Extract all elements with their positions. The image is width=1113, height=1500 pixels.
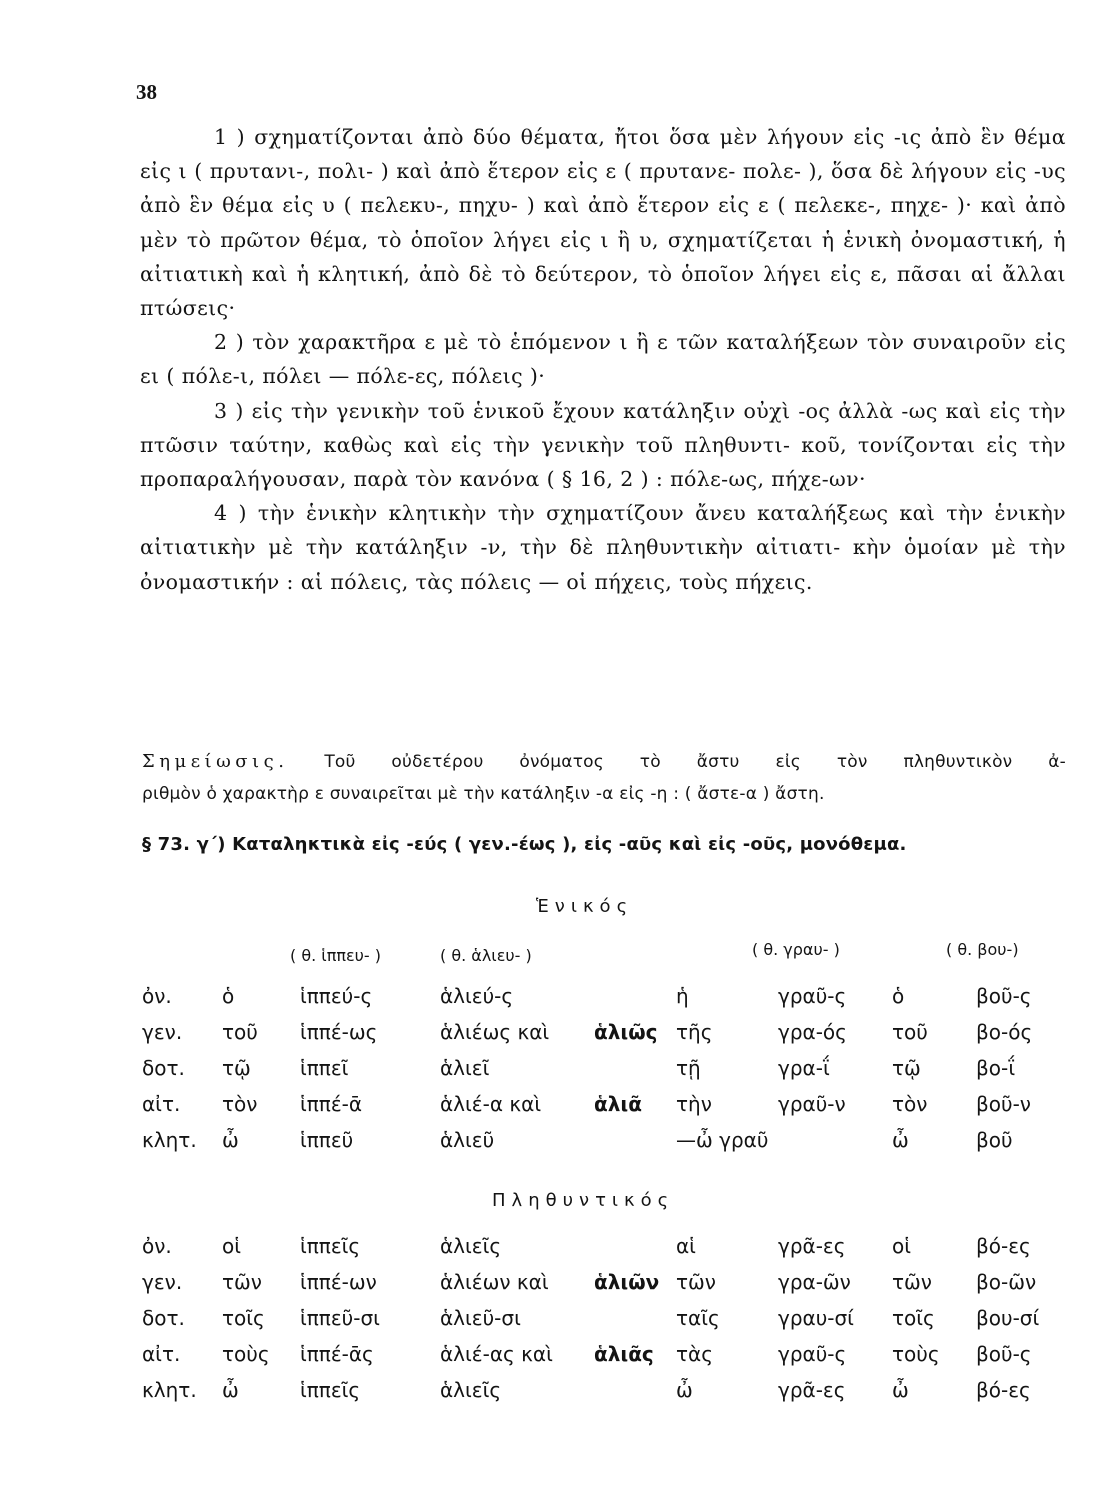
singular-rows-article: τῷ <box>222 1056 251 1080</box>
singular-rows-halieus-form: ἁλιεύ-ς <box>440 984 514 1008</box>
page-number: 38 <box>136 80 157 104</box>
singular-rows-hippeus-form: ἱππεῦ <box>300 1128 354 1152</box>
note-line-2: ριθμὸν ὁ χαρακτὴρ ε συναιρεῖται μὲ τὴν κατάληξιν -α εἰς -η : ( ἄστε-α ) ἄστη. <box>142 784 825 804</box>
note <box>142 746 1066 810</box>
paragraph-2: 2 ) τὸν χαρακτῆρα ε μὲ τὸ ἑπόμενον ι ἢ ε τῶν καταλήξεων τὸν συναιροῦν εἰς ει ( πόλε-ι, πόλει — πόλε-ες, πόλεις )· <box>140 330 1066 389</box>
singular-rows-halieus-alt-form: ἁλιᾶ <box>594 1092 642 1116</box>
plural-rows-article-fem: τὰς <box>676 1342 713 1366</box>
singular-rows-case-label: κλητ. <box>142 1128 197 1152</box>
plural-rows-halieus-form: ἁλιεῖς <box>440 1378 502 1402</box>
plural-rows-hippeus-form: ἱππεῦ-σι <box>300 1306 380 1330</box>
paragraph-4: 4 ) τὴν ἑνικὴν κλητικὴν τὴν σχηματίζουν ἄνευ καταλήξεως καὶ τὴν ἑνικὴν αἰτιατικὴν μὲ τὴν κατάληξιν -ν, τὴν δὲ πληθυντικὴν αἰτιατι- κὴν ὁμοίαν μὲ τὴν ὀνομαστικήν : αἱ πόλεις, τὰς πόλεις — οἱ πήχεις, τοὺς πήχεις. <box>140 501 1066 594</box>
plural-rows-article-2: οἱ <box>892 1234 912 1258</box>
plural-rows-bous-form: βου-σί <box>976 1306 1040 1330</box>
paragraph-1: 1 ) σχηματίζονται ἀπὸ δύο θέματα, ἤτοι ὅσα μὲν λήγουν εἰς -ις ἀπὸ ἓν θέμα εἰς ι ( πρυτανι-, πολι- ) καὶ ἀπὸ ἕτερον εἰς ε ( πρυτανε- πολε- ), ὅσα δὲ λήγουν εἰς -υς ἀπὸ ἓν θέμα εἰς υ ( πελεκυ-, πηχυ- ) καὶ ἀπὸ ἕτερον εἰς ε ( πελεκε-, πηχε- )· καὶ ἀπὸ μὲν τὸ πρῶτον θέμα, τὸ ὁποῖον λήγει εἰς ι ἢ υ, σχηματίζεται ἡ ἑνικὴ ὀνομαστική, ἡ αἰτιατικὴ καὶ ἡ κλητική, ἀπὸ δὲ τὸ δεύτερον, τὸ ὁποῖον λήγει εἰς ε, πᾶσαι αἱ ἄλλαι πτώσεις· <box>140 125 1066 321</box>
paragraph-3: 3 ) εἰς τὴν γενικὴν τοῦ ἑνικοῦ ἔχουν κατάληξιν οὐχὶ -ος ἀλλὰ -ως καὶ εἰς τὴν πτῶσιν ταύτην, καθὼς καὶ εἰς τὴν γενικὴν τοῦ πληθυντι- κοῦ, τονίζονται εἰς τὴν προπαραλήγουσαν, παρὰ τὸν κανόνα ( § 16, 2 ) : πόλε-ως, πήχε-ων· <box>140 398 1066 492</box>
plural-rows-hippeus-form: ἱππέ-ων <box>300 1270 377 1294</box>
plural-rows-halieus-alt-form: ἁλιᾶς <box>594 1342 654 1366</box>
singular-rows-bous-form: βο-ΐ <box>976 1056 1015 1080</box>
singular-title: Ἑνικός <box>536 896 634 917</box>
singular-rows-graus-form: γραῦ-ν <box>778 1092 846 1116</box>
singular-rows-article: ὁ <box>222 984 235 1008</box>
plural-rows-article: τοῖς <box>222 1306 265 1330</box>
plural-rows-article: ὦ <box>222 1378 239 1402</box>
singular-rows-article-fem: ἡ <box>676 984 689 1008</box>
plural-rows-article-fem: αἱ <box>676 1234 696 1258</box>
plural-rows-case-label: γεν. <box>142 1270 183 1294</box>
singular-rows-article-2: τῷ <box>892 1056 921 1080</box>
plural-rows-halieus-form: ἁλιεῖς <box>440 1234 502 1258</box>
plural-rows-article: τοὺς <box>222 1342 270 1366</box>
singular-rows-bous-form: βοῦ-ν <box>976 1092 1031 1116</box>
note-line-1 <box>142 746 1066 778</box>
singular-rows-halieus-form: ἁλιεῦ <box>440 1128 495 1152</box>
singular-rows-bous-form: βοῦ-ς <box>976 984 1032 1008</box>
singular-rows-hippeus-form: ἱππεύ-ς <box>300 984 373 1008</box>
singular-rows-graus-form: ὦ γραῦ <box>696 1128 769 1152</box>
singular-rows-article-fem: τῆς <box>676 1020 713 1044</box>
plural-rows-article: τῶν <box>222 1270 262 1294</box>
plural-rows-case-label: δοτ. <box>142 1306 185 1330</box>
plural-rows-article-fem: ὦ <box>676 1378 693 1402</box>
plural-rows-graus-form: γρα-ῶν <box>778 1270 851 1294</box>
singular-rows-case-label: δοτ. <box>142 1056 185 1080</box>
singular-rows-article: τὸν <box>222 1092 258 1116</box>
plural-rows-article-2: τοῖς <box>892 1306 935 1330</box>
plural-rows-graus-form: γραυ-σί <box>778 1306 854 1330</box>
plural-rows-hippeus-form: ἱππέ-ᾱς <box>300 1342 374 1366</box>
singular-rows-case-label: ὀν. <box>142 984 172 1008</box>
plural-rows-article-2: τῶν <box>892 1270 932 1294</box>
singular-rows-bous-form: βοῦ <box>976 1128 1013 1152</box>
plural-rows-article: οἱ <box>222 1234 242 1258</box>
stem-grau: ( θ. γραυ- ) <box>752 940 840 959</box>
plural-rows-article-fem: τῶν <box>676 1270 716 1294</box>
plural-rows-bous-form: βο-ῶν <box>976 1270 1037 1294</box>
singular-rows-article-fem: — <box>676 1128 696 1152</box>
singular-rows-graus-form: γρα-ός <box>778 1020 847 1044</box>
plural-rows-article-2: τοὺς <box>892 1342 940 1366</box>
plural-rows-bous-form: βό-ες <box>976 1378 1031 1402</box>
singular-rows-case-label: γεν. <box>142 1020 183 1044</box>
singular-rows-article-fem: τὴν <box>676 1092 712 1116</box>
plural-rows-graus-form: γραῦ-ς <box>778 1342 847 1366</box>
plural-rows-case-label: αἰτ. <box>142 1342 181 1366</box>
plural-rows-graus-form: γρᾶ-ες <box>778 1378 846 1402</box>
singular-rows-article-fem: τῇ <box>676 1056 701 1080</box>
singular-rows-graus-form: γρα-ΐ <box>778 1056 830 1080</box>
stem-hippeu: ( θ. ἱππευ- ) <box>290 946 381 965</box>
singular-rows-halieus-form: ἁλιεῖ <box>440 1056 490 1080</box>
stem-halieu: ( θ. ἁλιευ- ) <box>440 946 532 965</box>
plural-rows-halieus-form: ἁλιέων καὶ <box>440 1270 549 1294</box>
singular-rows-article: τοῦ <box>222 1020 258 1044</box>
singular-rows-article-2: ὁ <box>892 984 905 1008</box>
singular-rows-hippeus-form: ἱππέ-ως <box>300 1020 378 1044</box>
singular-rows-graus-form: γραῦ-ς <box>778 984 847 1008</box>
note-text-1: Τοῦ οὐδετέρου ὀνόματος τὸ ἄστυ εἰς τὸν πληθυντικὸν ἀ- <box>324 752 1066 772</box>
note-label: Σημείωσις. <box>142 751 289 772</box>
singular-rows-bous-form: βο-ός <box>976 1020 1033 1044</box>
singular-rows-halieus-form: ἁλιέως καὶ <box>440 1020 550 1044</box>
singular-rows-article-2: ὦ <box>892 1128 909 1152</box>
stem-bou: ( θ. βου-) <box>946 940 1019 959</box>
plural-rows-bous-form: βοῦ-ς <box>976 1342 1032 1366</box>
plural-rows-bous-form: βό-ες <box>976 1234 1031 1258</box>
plural-title: Πληθυντικός <box>492 1190 675 1211</box>
singular-rows-hippeus-form: ἱππεῖ <box>300 1056 349 1080</box>
plural-rows-article-fem: ταῖς <box>676 1306 720 1330</box>
singular-rows-article-2: τοῦ <box>892 1020 928 1044</box>
singular-rows-article-2: τὸν <box>892 1092 928 1116</box>
singular-rows-halieus-form: ἁλιέ-α καὶ <box>440 1092 542 1116</box>
singular-rows-halieus-alt-form: ἁλιῶς <box>594 1020 658 1044</box>
plural-rows-halieus-form: ἁλιέ-ας καὶ <box>440 1342 553 1366</box>
plural-rows-halieus-alt-form: ἁλιῶν <box>594 1270 660 1294</box>
plural-rows-graus-form: γρᾶ-ες <box>778 1234 846 1258</box>
plural-rows-case-label: ὀν. <box>142 1234 172 1258</box>
singular-rows-article: ὦ <box>222 1128 239 1152</box>
plural-rows-hippeus-form: ἱππεῖς <box>300 1234 361 1258</box>
plural-rows-halieus-form: ἁλιεῦ-σι <box>440 1306 521 1330</box>
singular-rows-hippeus-form: ἱππέ-ᾱ <box>300 1092 363 1116</box>
plural-rows-article-2: ὦ <box>892 1378 909 1402</box>
singular-rows-case-label: αἰτ. <box>142 1092 181 1116</box>
plural-rows-case-label: κλητ. <box>142 1378 197 1402</box>
section-heading: § 73. γ΄) Καταληκτικὰ εἰς -εύς ( γεν.-έως ), εἰς -αῦς καὶ εἰς -οῦς, μονόθεμα. <box>142 834 907 855</box>
body-text <box>140 120 1066 599</box>
plural-rows-hippeus-form: ἱππεῖς <box>300 1378 361 1402</box>
